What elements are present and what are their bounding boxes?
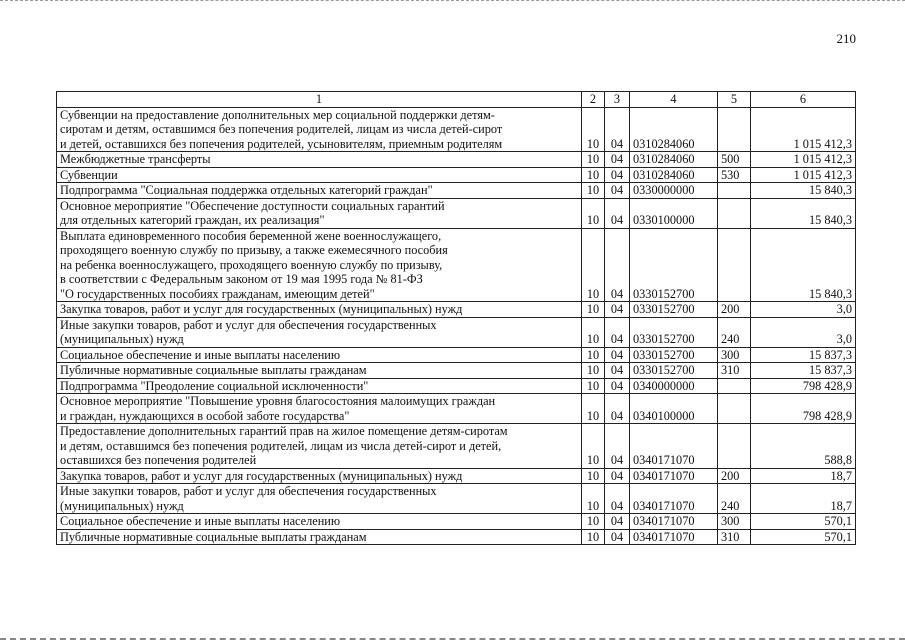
cell-expense-type: 500 bbox=[718, 152, 751, 168]
cell-name-line: (муниципальных) нужд bbox=[60, 332, 184, 346]
cell-name-line: проходящего военную службу по призыву, а также ежемесячного пособия bbox=[60, 243, 448, 257]
cell-expense-type: 300 bbox=[718, 347, 751, 363]
cell-podrazdel: 04 bbox=[605, 152, 630, 168]
cell-name-line: Иные закупки товаров, работ и услуг для обеспечения государственных bbox=[60, 317, 437, 332]
cell-amount: 1 015 412,3 bbox=[751, 107, 856, 152]
cell-expense-type: 200 bbox=[718, 468, 751, 484]
cell-name-line: (муниципальных) нужд bbox=[60, 498, 184, 513]
cell-name bbox=[57, 317, 582, 347]
header-col-1: 1 bbox=[57, 92, 582, 108]
cell-podrazdel: 04 bbox=[605, 183, 630, 199]
table-row bbox=[57, 317, 856, 347]
cell-razdel: 10 bbox=[582, 468, 605, 484]
cell-podrazdel: 04 bbox=[605, 107, 630, 152]
table-row bbox=[57, 424, 856, 469]
table-row bbox=[57, 167, 856, 183]
cell-amount: 3,0 bbox=[751, 302, 856, 318]
cell-podrazdel: 04 bbox=[605, 424, 630, 469]
cell-amount: 3,0 bbox=[751, 317, 856, 347]
cell-razdel: 10 bbox=[582, 514, 605, 530]
cell-razdel: 10 bbox=[582, 378, 605, 394]
cell-name-line: и граждан, нуждающихся в особой заботе государства" bbox=[60, 408, 350, 423]
cell-target-article: 0340171070 bbox=[630, 424, 718, 469]
cell-name bbox=[57, 302, 582, 318]
cell-name bbox=[57, 424, 582, 469]
cell-expense-type: 240 bbox=[718, 484, 751, 514]
cell-name bbox=[57, 167, 582, 183]
cell-podrazdel: 04 bbox=[605, 347, 630, 363]
cell-expense-type: 240 bbox=[718, 317, 751, 347]
cell-name-line: Субвенции на предоставление дополнительных мер социальной поддержки детям- bbox=[60, 107, 495, 122]
table-row bbox=[57, 468, 856, 484]
table-row bbox=[57, 302, 856, 318]
cell-razdel: 10 bbox=[582, 363, 605, 379]
cell-podrazdel: 04 bbox=[605, 198, 630, 228]
cell-razdel: 10 bbox=[582, 529, 605, 545]
cell-amount: 15 837,3 bbox=[751, 347, 856, 363]
cell-razdel: 10 bbox=[582, 183, 605, 199]
table-row bbox=[57, 347, 856, 363]
cell-target-article: 0310284060 bbox=[630, 152, 718, 168]
cell-name-line: Закупка товаров, работ и услуг для государственных (муниципальных) нужд bbox=[60, 302, 463, 316]
table-row bbox=[57, 228, 856, 302]
cell-name-line: Субвенции bbox=[60, 167, 118, 182]
cell-razdel: 10 bbox=[582, 302, 605, 318]
table-row bbox=[57, 484, 856, 514]
table-row bbox=[57, 152, 856, 168]
cell-target-article: 0330000000 bbox=[630, 183, 718, 199]
cell-target-article: 0330152700 bbox=[630, 317, 718, 347]
cell-name-line: Социальное обеспечение и иные выплаты населению bbox=[60, 347, 341, 362]
cell-razdel: 10 bbox=[582, 317, 605, 347]
table-row bbox=[57, 529, 856, 545]
cell-amount: 15 840,3 bbox=[751, 228, 856, 302]
header-col-2: 2 bbox=[582, 92, 605, 108]
cell-name-line: Публичные нормативные социальные выплаты гражданам bbox=[60, 363, 367, 377]
cell-name-line: Публичные нормативные социальные выплаты гражданам bbox=[60, 529, 367, 544]
cell-amount: 588,8 bbox=[751, 424, 856, 469]
cell-name-line: Подпрограмма "Преодоление социальной исключенности" bbox=[60, 378, 369, 393]
table-row bbox=[57, 378, 856, 394]
cell-expense-type bbox=[718, 228, 751, 302]
cell-name-line: и детям, оставшимся без попечения родителей, лицам из числа детей-сирот и детей, bbox=[60, 438, 502, 453]
cell-razdel: 10 bbox=[582, 152, 605, 168]
cell-razdel: 10 bbox=[582, 228, 605, 302]
cell-name-line: Межбюджетные трансферты bbox=[60, 152, 211, 166]
cell-expense-type bbox=[718, 183, 751, 199]
cell-name bbox=[57, 347, 582, 363]
cell-expense-type: 300 bbox=[718, 514, 751, 530]
cell-name-line: для отдельных категорий граждан, их реализация" bbox=[60, 213, 325, 227]
cell-razdel: 10 bbox=[582, 198, 605, 228]
cell-name bbox=[57, 198, 582, 228]
cell-razdel: 10 bbox=[582, 167, 605, 183]
cell-podrazdel: 04 bbox=[605, 484, 630, 514]
cell-target-article: 0330152700 bbox=[630, 228, 718, 302]
scan-edge-bottom bbox=[0, 632, 905, 640]
cell-target-article: 0330152700 bbox=[630, 347, 718, 363]
cell-podrazdel: 04 bbox=[605, 378, 630, 394]
cell-name bbox=[57, 394, 582, 424]
cell-amount: 15 837,3 bbox=[751, 363, 856, 379]
cell-name-line: в соответствии с Федеральным законом от 19 мая 1995 года № 81-ФЗ bbox=[60, 272, 423, 286]
cell-amount: 1 015 412,3 bbox=[751, 167, 856, 183]
cell-expense-type: 530 bbox=[718, 167, 751, 183]
table-row bbox=[57, 363, 856, 379]
cell-name-line: Подпрограмма "Социальная поддержка отдельных категорий граждан" bbox=[60, 183, 433, 197]
cell-amount: 798 428,9 bbox=[751, 378, 856, 394]
header-col-6: 6 bbox=[751, 92, 856, 108]
cell-target-article: 0310284060 bbox=[630, 167, 718, 183]
table-row bbox=[57, 183, 856, 199]
cell-expense-type bbox=[718, 424, 751, 469]
cell-target-article: 0340171070 bbox=[630, 484, 718, 514]
cell-name-line: "О государственных пособиях гражданам, имеющим детей" bbox=[60, 286, 375, 301]
table-row bbox=[57, 198, 856, 228]
cell-name bbox=[57, 107, 582, 152]
cell-amount: 798 428,9 bbox=[751, 394, 856, 424]
cell-podrazdel: 04 bbox=[605, 394, 630, 424]
cell-podrazdel: 04 bbox=[605, 228, 630, 302]
cell-name bbox=[57, 228, 582, 302]
cell-name bbox=[57, 152, 582, 168]
cell-amount: 15 840,3 bbox=[751, 198, 856, 228]
scan-edge-top bbox=[0, 0, 905, 4]
cell-podrazdel: 04 bbox=[605, 468, 630, 484]
cell-target-article: 0310284060 bbox=[630, 107, 718, 152]
cell-name-line: Основное мероприятие "Повышение уровня благосостояния малоимущих граждан bbox=[60, 394, 496, 408]
cell-target-article: 0340000000 bbox=[630, 378, 718, 394]
cell-expense-type: 310 bbox=[718, 529, 751, 545]
table-header-row bbox=[57, 92, 856, 108]
cell-podrazdel: 04 bbox=[605, 302, 630, 318]
cell-razdel: 10 bbox=[582, 347, 605, 363]
cell-amount: 18,7 bbox=[751, 468, 856, 484]
cell-target-article: 0330152700 bbox=[630, 363, 718, 379]
cell-target-article: 0340100000 bbox=[630, 394, 718, 424]
cell-amount: 1 015 412,3 bbox=[751, 152, 856, 168]
table-row bbox=[57, 394, 856, 424]
header-col-5: 5 bbox=[718, 92, 751, 108]
header-col-4: 4 bbox=[630, 92, 718, 108]
cell-name bbox=[57, 529, 582, 545]
cell-name bbox=[57, 363, 582, 379]
cell-name-line: сиротам и детям, оставшимся без попечения родителей, лицам из числа детей-сирот bbox=[60, 122, 503, 136]
cell-expense-type bbox=[718, 107, 751, 152]
cell-expense-type bbox=[718, 198, 751, 228]
cell-expense-type: 310 bbox=[718, 363, 751, 379]
header-col-3: 3 bbox=[605, 92, 630, 108]
cell-name-line: Основное мероприятие "Обеспечение доступности социальных гарантий bbox=[60, 198, 445, 213]
cell-target-article: 0340171070 bbox=[630, 514, 718, 530]
cell-name-line: Предоставление дополнительных гарантий прав на жилое помещение детям-сиротам bbox=[60, 424, 508, 438]
cell-name-line: Иные закупки товаров, работ и услуг для обеспечения государственных bbox=[60, 484, 437, 498]
cell-name-line: Социальное обеспечение и иные выплаты населению bbox=[60, 514, 341, 528]
cell-amount: 570,1 bbox=[751, 529, 856, 545]
table-row bbox=[57, 107, 856, 152]
cell-name bbox=[57, 183, 582, 199]
cell-expense-type bbox=[718, 378, 751, 394]
cell-podrazdel: 04 bbox=[605, 167, 630, 183]
cell-razdel: 10 bbox=[582, 107, 605, 152]
cell-razdel: 10 bbox=[582, 424, 605, 469]
cell-amount: 570,1 bbox=[751, 514, 856, 530]
cell-amount: 15 840,3 bbox=[751, 183, 856, 199]
cell-target-article: 0330152700 bbox=[630, 302, 718, 318]
cell-name bbox=[57, 484, 582, 514]
cell-name bbox=[57, 514, 582, 530]
cell-name-line: и детей, оставшихся без попечения родителей, усыновителям, приемным родителям bbox=[60, 136, 503, 151]
cell-podrazdel: 04 bbox=[605, 529, 630, 545]
cell-podrazdel: 04 bbox=[605, 363, 630, 379]
cell-target-article: 0340171070 bbox=[630, 529, 718, 545]
cell-target-article: 0340171070 bbox=[630, 468, 718, 484]
cell-name-line: оставшихся без попечения родителей bbox=[60, 453, 257, 467]
cell-expense-type: 200 bbox=[718, 302, 751, 318]
cell-expense-type bbox=[718, 394, 751, 424]
cell-amount: 18,7 bbox=[751, 484, 856, 514]
cell-razdel: 10 bbox=[582, 484, 605, 514]
cell-name bbox=[57, 378, 582, 394]
table-row bbox=[57, 514, 856, 530]
cell-name bbox=[57, 468, 582, 484]
cell-razdel: 10 bbox=[582, 394, 605, 424]
cell-podrazdel: 04 bbox=[605, 514, 630, 530]
cell-name-line: на ребенка военнослужащего, проходящего военную службу по призыву, bbox=[60, 257, 443, 272]
cell-name-line: Закупка товаров, работ и услуг для государственных (муниципальных) нужд bbox=[60, 468, 463, 483]
page-number: 210 bbox=[836, 31, 856, 46]
budget-table bbox=[56, 91, 856, 545]
cell-podrazdel: 04 bbox=[605, 317, 630, 347]
cell-name-line: Выплата единовременного пособия беременной жене военнослужащего, bbox=[60, 228, 442, 243]
cell-target-article: 0330100000 bbox=[630, 198, 718, 228]
